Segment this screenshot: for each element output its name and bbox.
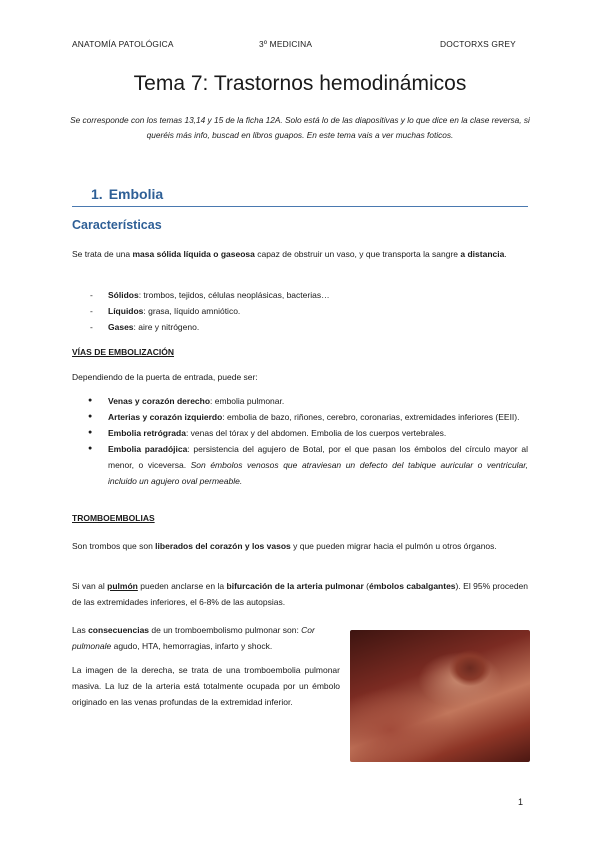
text-run: ). El 95% proceden de las extremidades inferiores, el 6-8% de las autopsias. — [72, 581, 529, 607]
list-item — [72, 425, 528, 441]
vias-list — [72, 393, 528, 489]
pathology-photo — [350, 630, 530, 762]
text-run: y que pueden migrar hacia el pulmón u otros órganos. — [290, 541, 497, 551]
item-text: : trombos, tejidos, células neoplásicas, bacterias… — [138, 290, 330, 300]
text-run: Se trata de una — [72, 249, 133, 259]
item-label: Arterias y corazón izquierdo — [108, 412, 223, 422]
intro-note: Se corresponde con los temas 13,14 y 15 de la ficha 12A. Solo está lo de las diapositivas y lo que dice en la clase reversa, si queréis más info, buscad en libros guapos. En este tema vais a ver muchas foticos. — [70, 115, 530, 140]
text-bold: masa sólida líquida o gaseosa — [132, 249, 255, 259]
paragraph-trombo-2 — [72, 578, 528, 610]
item-label: Embolia paradójica — [108, 444, 188, 454]
text-bold: émbolos cabalgantes — [369, 581, 456, 591]
text-run: Son trombos que son — [72, 541, 156, 551]
text-run: . — [504, 249, 507, 259]
section-title: Embolia — [108, 186, 164, 202]
item-text: : embolia pulmonar. — [210, 396, 285, 406]
text-bold: bifurcación de la arteria pulmonar — [226, 581, 364, 591]
section-number: 1. — [91, 186, 103, 202]
paragraph-image-caption: La imagen de la derecha, se trata de una tromboembolia pulmonar masiva. La luz de la arteria está totalmente ocupada por un émbolo originado en las venas profundas de la extremidad inferior. — [72, 665, 340, 707]
heading-vias: VÍAS DE EMBOLIZACIÓN — [72, 347, 175, 357]
item-text: : grasa, líquido amniótico. — [143, 306, 241, 316]
text-run: Las — [72, 625, 89, 635]
header-subject: ANATOMÍA PATOLÓGICA — [72, 39, 174, 49]
list-item — [72, 319, 528, 335]
text-italic: Cor pulmonale — [72, 625, 315, 651]
item-text: : venas del tórax y del abdomen. Embolia de los cuerpos vertebrales. — [185, 428, 447, 438]
text-run: ( — [363, 581, 370, 591]
text-bold: a distancia — [460, 249, 505, 259]
paragraph-consecuencias — [72, 622, 342, 654]
list-item — [72, 287, 528, 303]
text-run: capaz de obstruir un vaso, y que transporta la sangre — [254, 249, 461, 259]
item-label: Sólidos — [108, 290, 139, 300]
header-author: DOCTORXS GREY — [440, 39, 516, 49]
item-text: : persistencia del agujero de Botal, por el que pasan los émbolos del círculo mayor al menor, o viceversa. — [108, 444, 528, 470]
text-run: Si van al — [72, 581, 108, 591]
embolus-types-list — [72, 287, 528, 335]
paragraph-definition — [72, 246, 528, 262]
item-text: : embolia de bazo, riñones, cerebro, coronarias, extremidades inferiores (EEII). — [222, 412, 520, 422]
text-bold: pulmón — [107, 581, 138, 591]
paragraph-vias-intro: Dependiendo de la puerta de entrada, puede ser: — [72, 372, 258, 382]
text-run: pueden anclarse en la — [137, 581, 227, 591]
header-course: 3º MEDICINA — [259, 39, 313, 49]
heading-tromboembolias: TROMBOEMBOLIAS — [72, 513, 155, 523]
subheading-caracteristicas: Características — [72, 218, 162, 232]
text-bold: liberados del corazón y los vasos — [155, 541, 291, 551]
page-title: Tema 7: Trastornos hemodinámicos — [133, 72, 467, 95]
item-label: Líquidos — [108, 306, 144, 316]
list-item — [72, 393, 528, 409]
section-divider — [72, 206, 528, 207]
text-run: de un tromboembolismo pulmonar son: — [149, 625, 302, 635]
page-number: 1 — [518, 797, 524, 807]
item-label: Venas y corazón derecho — [108, 396, 211, 406]
item-label: Gases — [108, 322, 134, 332]
item-text: : aire y nitrógeno. — [133, 322, 200, 332]
section-heading-embolia — [91, 186, 163, 202]
text-run: agudo, HTA, hemorragias, infarto y shock. — [111, 641, 273, 651]
list-item — [72, 441, 528, 489]
text-bold: consecuencias — [88, 625, 150, 635]
list-item — [72, 409, 528, 425]
item-italic: Son émbolos venosos que atraviesan un defecto del tabique auricular o ventricular, incluido un agujero oval permeable. — [108, 460, 529, 486]
item-label: Embolia retrógrada — [108, 428, 186, 438]
paragraph-trombo-1 — [72, 538, 528, 554]
list-item — [72, 303, 528, 319]
